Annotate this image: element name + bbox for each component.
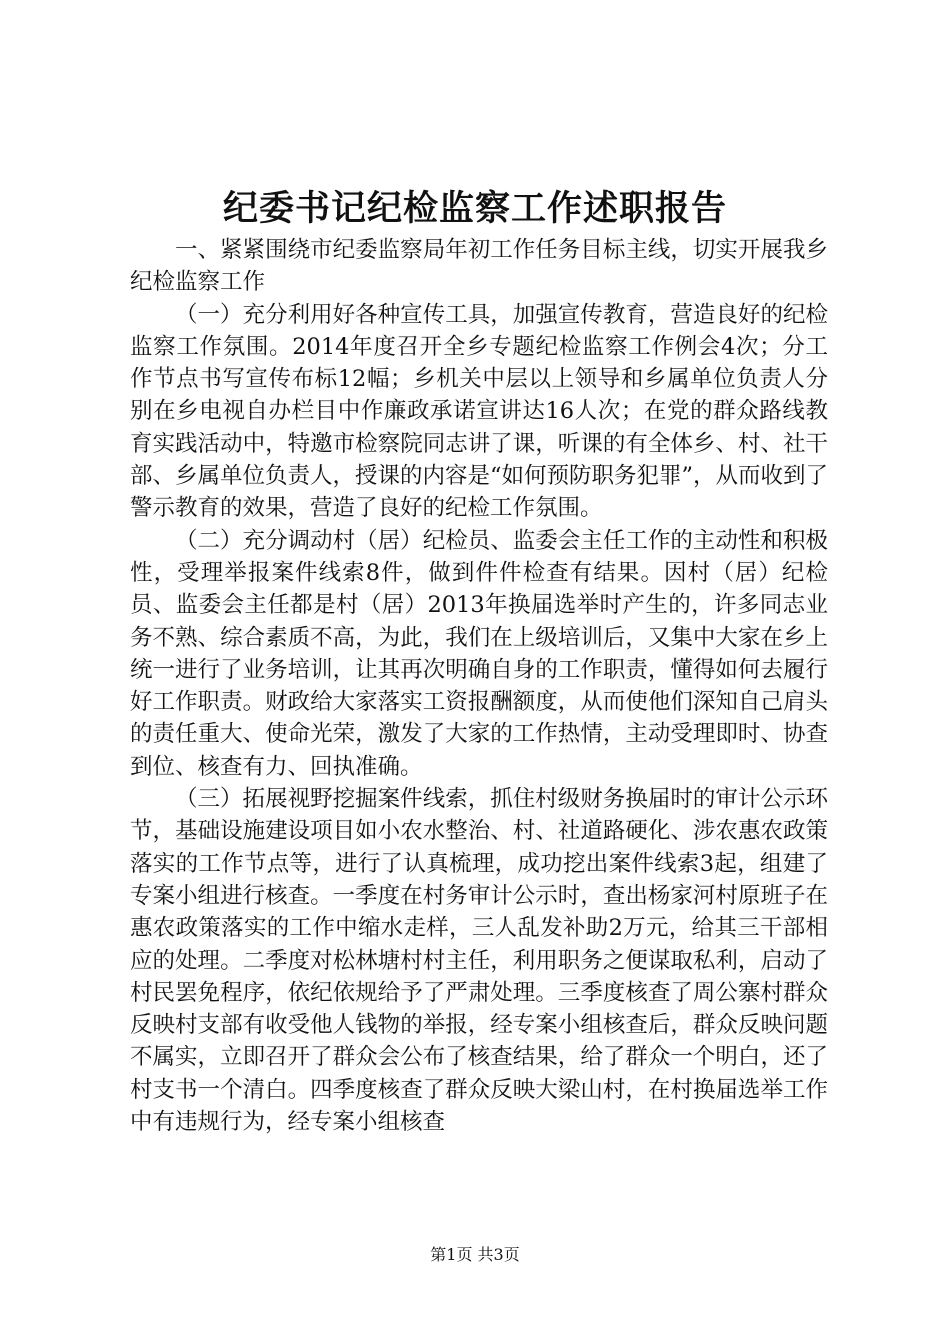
- page-footer: 第1页 共3页: [430, 1245, 520, 1264]
- document-title: 纪委书记纪检监察工作述职报告: [222, 188, 727, 229]
- body-paragraph-2: （二）充分调动村（居）纪检员、监委会主任工作的主动性和积极性，受理举报案件线索8件，做到件件检查有结果。因村（居）纪检员、监委会主任都是村（居）2013年换届选举时产生的，许多同志业务不熟、综合素质不高，为此，我们在上级培训后，又集中大家在乡上统一进行了业务培训，让其再次明确自身的工作职责，懂得如何去履行好工作职责。财政给大家落实工资报酬额度，从而使他们深知自己肩头的责任重大、使命光荣，激发了大家的工作热情，主动受理即时、协查到位、核查有力、回执准确。: [130, 527, 828, 780]
- body-paragraph-3: （三）拓展视野挖掘案件线索，抓住村级财务换届时的审计公示环节，基础设施建设项目如小农水整治、村、社道路硬化、涉农惠农政策落实的工作节点等，进行了认真梳理，成功挖出案件线索3起，组建了专案小组进行核查。一季度在村务审计公示时，查出杨家河村原班子在惠农政策落实的工作中缩水走样，三人乱发补助2万元，给其三干部相应的处理。二季度对松林塘村村主任，利用职务之便谋取私利，启动了村民罢免程序，依纪依规给予了严肃处理。三季度核查了周公寨村群众反映村支部有收受他人钱物的举报，经专案小组核查后，群众反映问题不属实，立即召开了群众会公布了核查结果，给了群众一个明白，还了村支书一个清白。四季度核查了群众反映大梁山村，在村换届选举工作中有违规行为，经专案小组核查: [130, 786, 828, 1136]
- section-heading-paragraph: 一、紧紧围绕市纪委监察局年初工作任务目标主线，切实开展我乡纪检监察工作: [130, 237, 828, 296]
- body-paragraph-1: （一）充分利用好各种宣传工具，加强宣传教育，营造良好的纪检监察工作氛围。2014年度召开全乡专题纪检监察工作例会4次；分工作节点书写宣传布标12幅；乡机关中层以上领导和乡属单位负责人分别在乡电视自办栏目中作廉政承诺宣讲达16人次；在党的群众路线教育实践活动中，特邀市检察院同志讲了课，听课的有全体乡、村、社干部、乡属单位负责人，授课的内容是“如何预防职务犯罪”，从而收到了警示教育的效果，营造了良好的纪检工作氛围。: [130, 301, 829, 522]
- document-body: [130, 234, 828, 1138]
